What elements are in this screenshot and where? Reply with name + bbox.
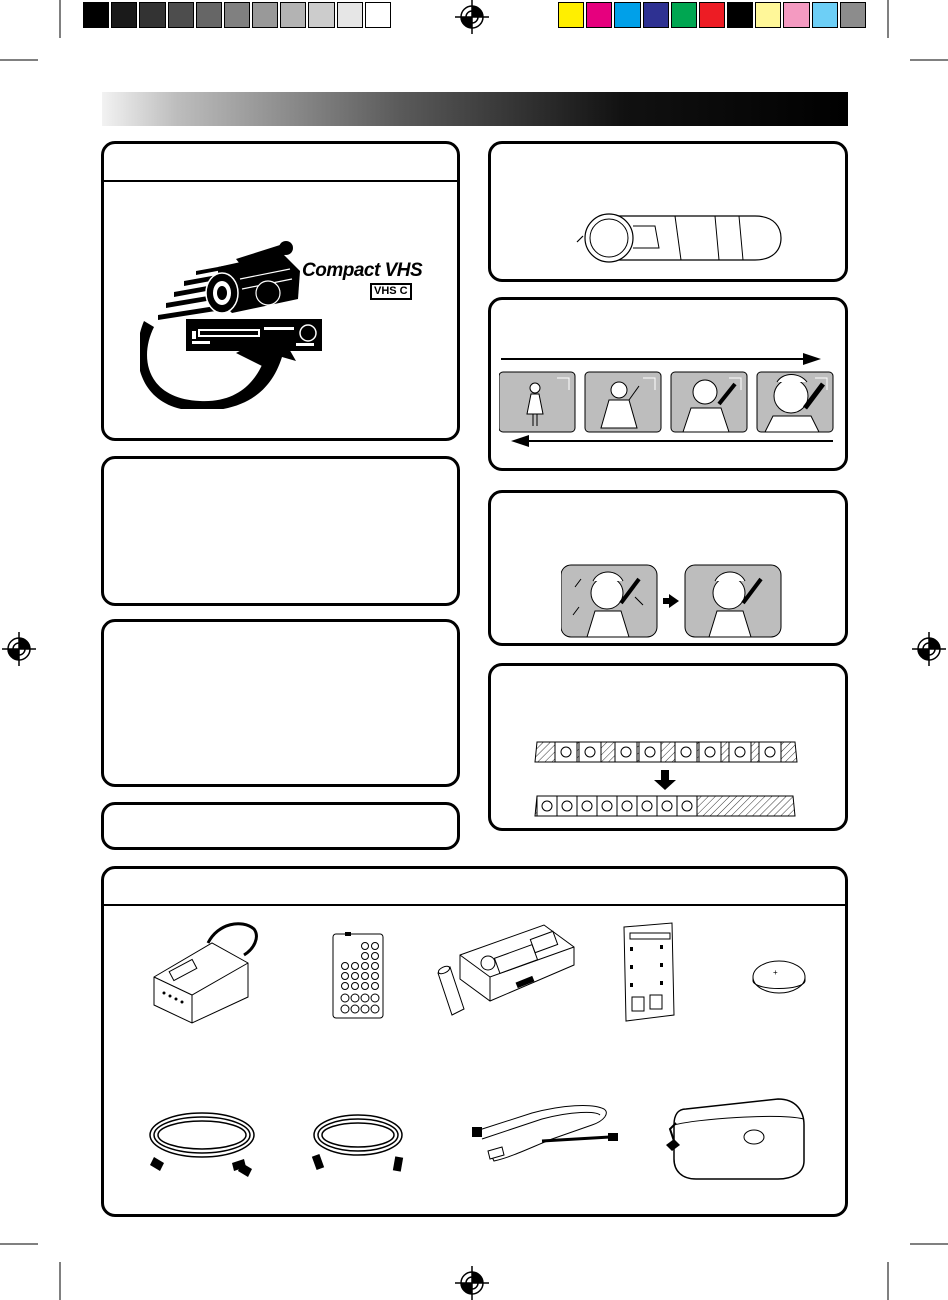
ac-adapter-icon — [148, 919, 260, 1027]
tape-edit-panel — [488, 663, 848, 831]
tape-edit-illustration — [533, 738, 801, 822]
rf-cable-icon — [310, 1107, 410, 1179]
av-cable-icon — [146, 1105, 258, 1179]
compact-vhs-panel — [101, 141, 460, 441]
zoom-frames-illustration — [499, 370, 839, 436]
cassette-adapter-icon — [436, 917, 586, 1017]
feature-panel-blank-2 — [101, 619, 460, 787]
viewfinder-illustration — [575, 208, 785, 270]
image-stabilizer-panel — [488, 490, 848, 646]
zoom-out-arrow-icon — [511, 434, 833, 448]
feature-panel-blank-3 — [101, 802, 460, 850]
battery-pack-icon — [618, 921, 678, 1025]
feature-panel-blank-1 — [101, 456, 460, 606]
stabilizer-comparison-illustration — [561, 563, 783, 639]
accessories-panel — [101, 866, 848, 1217]
panel-divider — [104, 904, 845, 906]
shoulder-strap-icon — [472, 1101, 618, 1167]
carrying-bag-icon — [666, 1095, 808, 1181]
svg-text:+: + — [773, 968, 778, 977]
vhs-c-logo: VHS C — [370, 283, 412, 300]
lithium-battery-icon — [751, 957, 811, 997]
viewfinder-panel — [488, 141, 848, 282]
zoom-in-arrow-icon — [501, 352, 821, 366]
header-gradient-bar — [102, 92, 848, 126]
panel-divider — [104, 180, 457, 182]
remote-control-icon — [331, 932, 387, 1020]
zoom-panel — [488, 297, 848, 471]
compact-vhs-logo-text: Compact VHS — [302, 260, 423, 281]
